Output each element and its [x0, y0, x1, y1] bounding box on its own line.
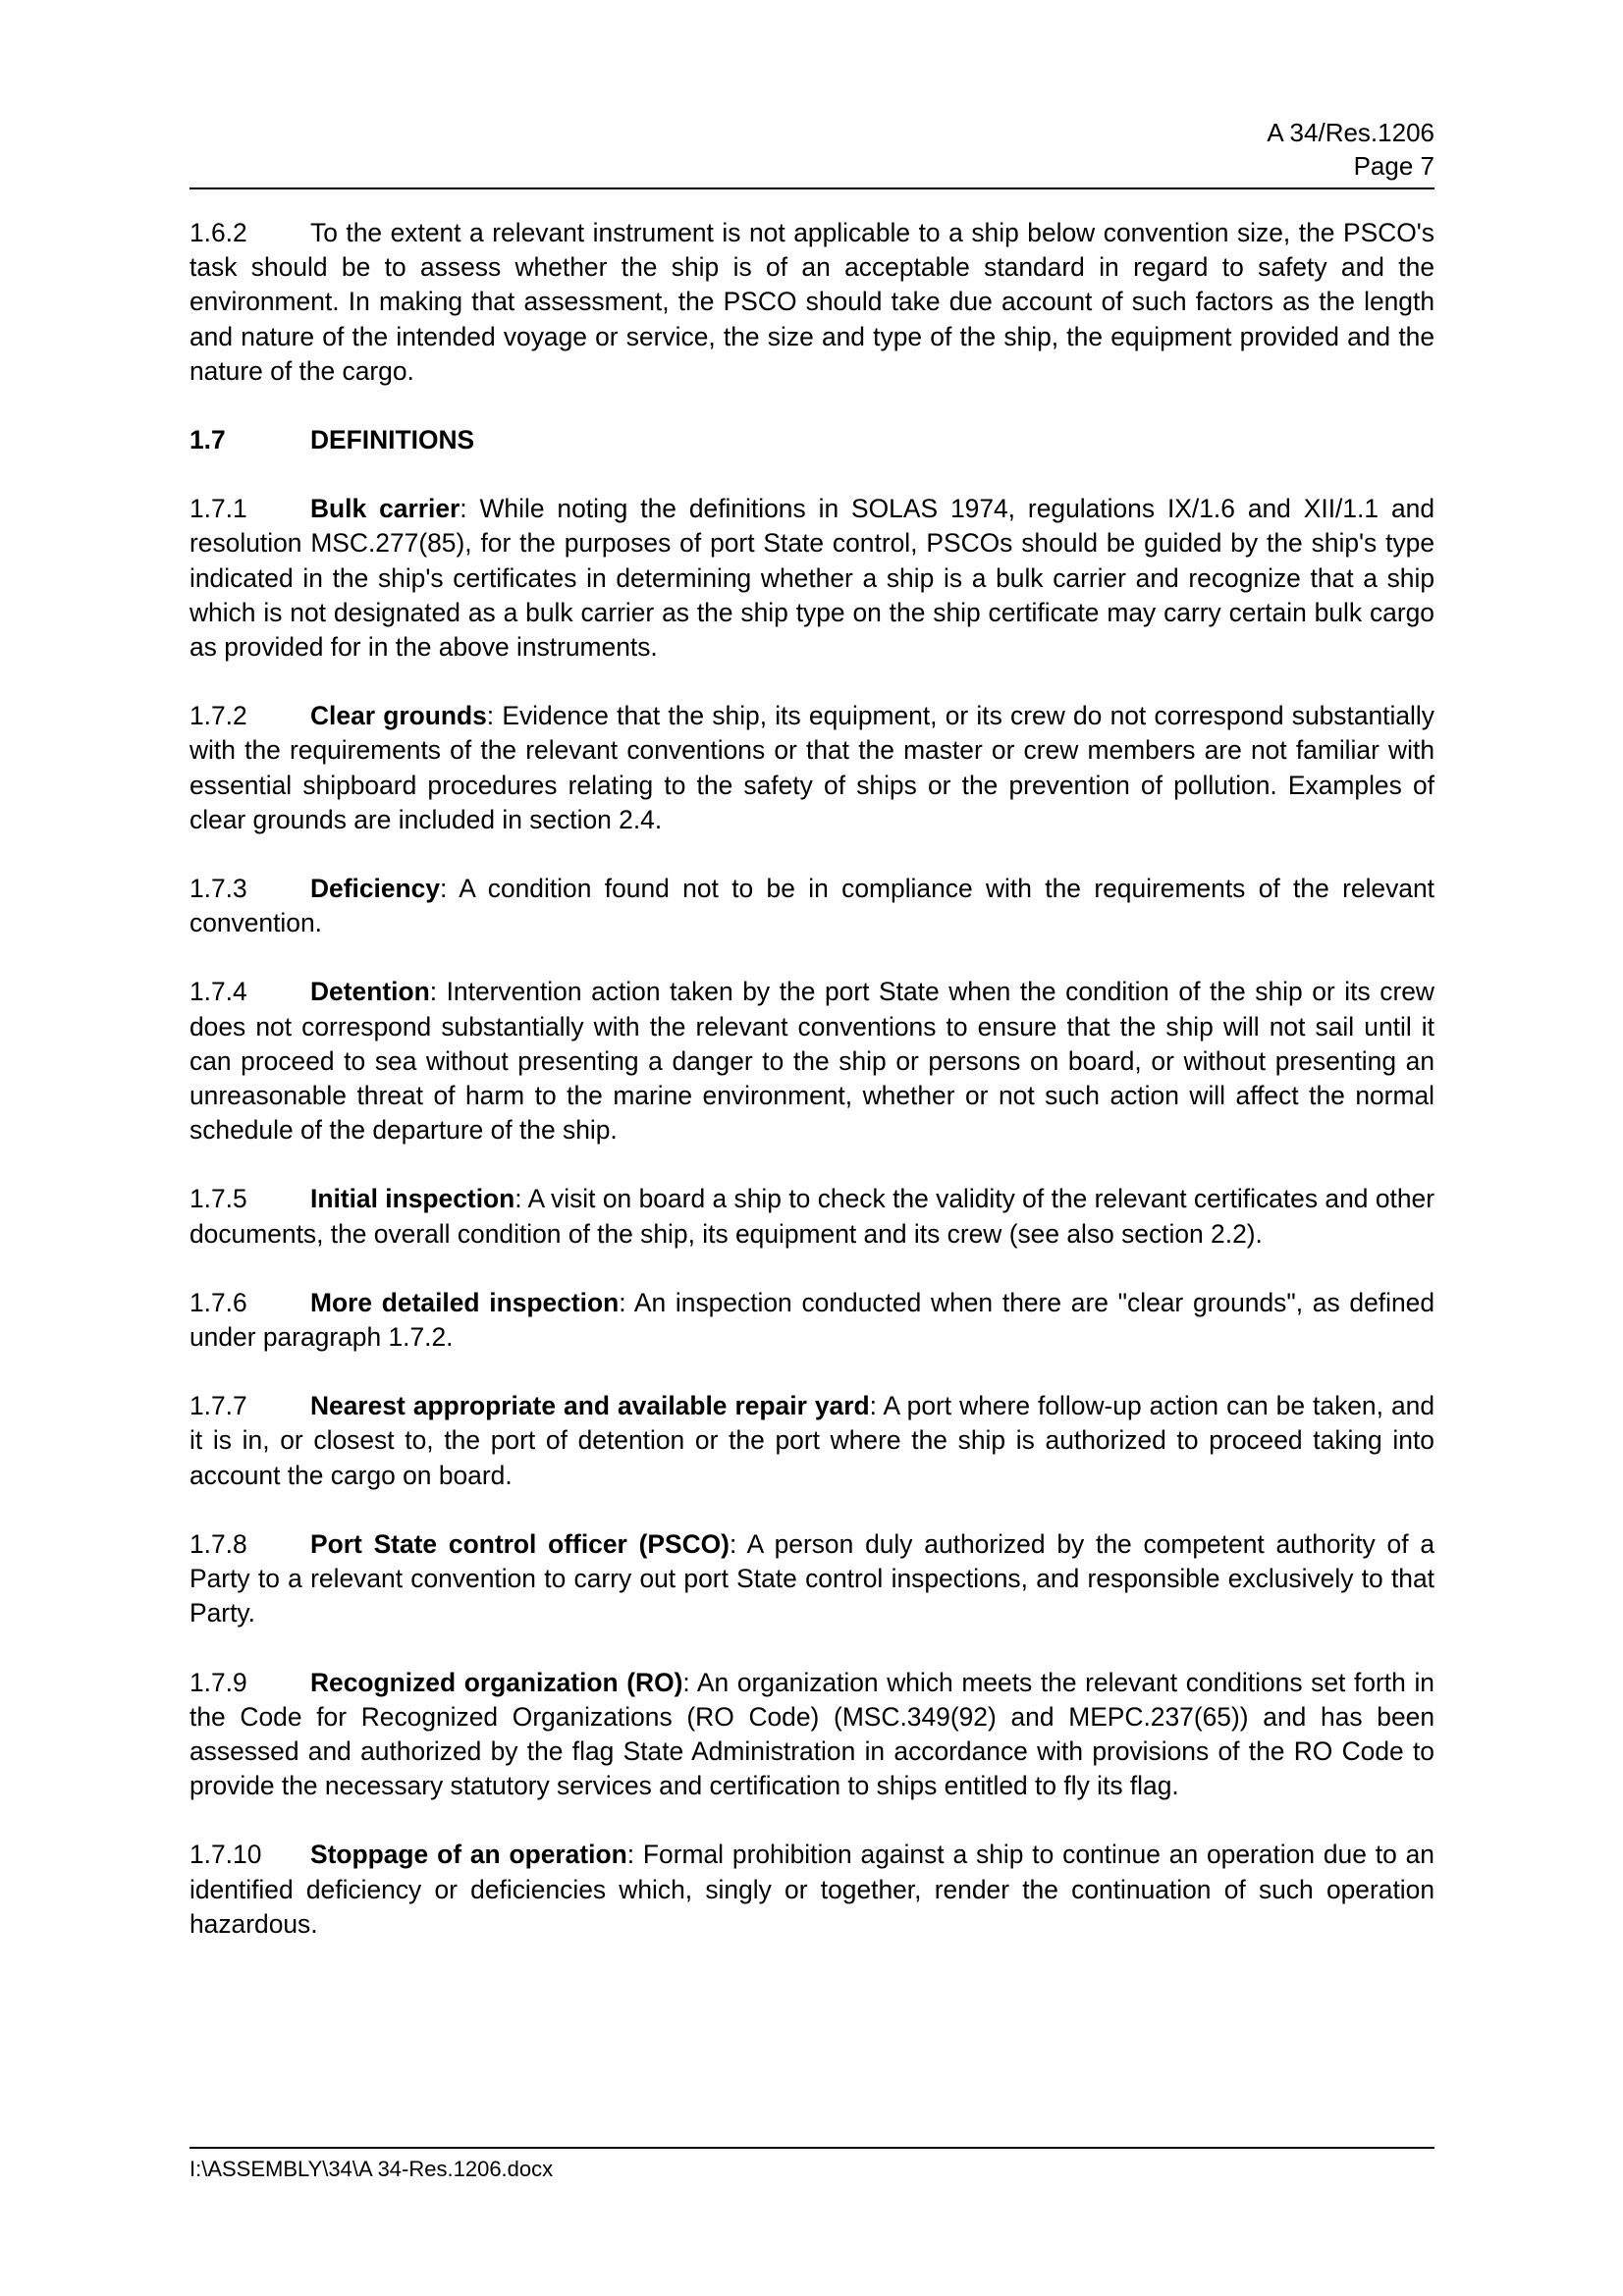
- paragraph-number: 1.7.3: [189, 874, 247, 904]
- paragraph-number: 1.7.1: [189, 494, 247, 524]
- definition-text: : Evidence that the ship, its equipment, or its crew do not correspond substantially with the requirements of the relevant conventions or that the master or crew members are not familiar with essential shipboard procedures relating to the safety of ships or the prevention of pollution. Examples of clear grounds are included in section 2.4.: [189, 701, 1434, 834]
- paragraph-number: 1.7.10: [189, 1840, 262, 1870]
- paragraph-number: 1.7.6: [189, 1287, 247, 1317]
- paragraph-number: 1.7.5: [189, 1184, 247, 1214]
- definition-text: : A visit on board a ship to check the validity of the relevant certificates and other documents, the overall condition of the ship, its equipment and its crew (see also section 2.2).: [189, 1184, 1434, 1249]
- paragraph-number: 1.7.4: [189, 977, 247, 1007]
- file-path: I:\ASSEMBLY\34\A 34-Res.1206.docx: [189, 2157, 554, 2181]
- page-footer: [189, 2156, 553, 2183]
- definition-text: : An inspection conducted when there are "clear grounds", as defined under paragraph 1.7.2.: [189, 1287, 1434, 1353]
- page-number: Page 7: [1353, 151, 1434, 181]
- definition-term: Nearest appropriate and available repair yard: [310, 1391, 870, 1421]
- definition-text: : Intervention action taken by the port State when the condition of the ship or its crew does not correspond substantially with the relevant conventions to ensure that the ship will not sail until it can proceed to sea without presenting a danger to the ship or persons on board, or without presenting an unreasonable threat of harm to the marine environment, whether or not such action will affect the normal schedule of the departure of the ship.: [189, 977, 1434, 1146]
- definition-text: : A port where follow-up action can be taken, and it is in, or closest to, the port of detention or the port where the ship is authorized to proceed taking into account the cargo on board.: [189, 1391, 1434, 1490]
- definition-psco: [189, 1527, 1434, 1631]
- definition-term: Bulk carrier: [310, 494, 460, 524]
- definition-deficiency: [189, 872, 1434, 940]
- definition-stoppage-of-operation: [189, 1838, 1434, 1942]
- footer-divider: [189, 2147, 1434, 2149]
- definition-term: Port State control officer (PSCO): [310, 1528, 730, 1559]
- definition-initial-inspection: [189, 1182, 1434, 1251]
- definition-clear-grounds: [189, 699, 1434, 837]
- definition-term: Deficiency: [310, 874, 441, 904]
- section-number: 1.7: [189, 425, 226, 455]
- paragraph-number: 1.7.2: [189, 701, 247, 731]
- paragraph-number: 1.7.9: [189, 1667, 247, 1697]
- page-body: [189, 216, 1434, 1976]
- definition-nearest-repair-yard: [189, 1389, 1434, 1493]
- definition-text: : An organization which meets the relevant conditions set forth in the Code for Recognized Organizations (RO Code) (MSC.349(92) and MEPC.237(65)) and has been assessed and authorized by the flag State Administration in accordance with provisions of the RO Code to provide the necessary statutory services and certification to ships entitled to fly its flag.: [189, 1667, 1434, 1801]
- definition-text: : A person duly authorized by the competent authority of a Party to a relevant convention to carry out port State control inspections, and responsible exclusively to that Party.: [189, 1528, 1435, 1629]
- definition-bulk-carrier: [189, 492, 1434, 665]
- document-page: [189, 0, 1434, 2296]
- definition-text: : While noting the definitions in SOLAS 1974, regulations IX/1.6 and XII/1.1 and resolution MSC.277(85), for the purposes of port State control, PSCOs should be guided by the ship's type indicated in the ship's certificates in determining whether a ship is a bulk carrier and recognize that a ship which is not designated as a bulk carrier as the ship type on the ship certificate may carry certain bulk cargo as provided for in the above instruments.: [189, 494, 1434, 663]
- document-symbol: A 34/Res.1206: [1267, 118, 1434, 147]
- definition-recognized-organization: [189, 1666, 1434, 1804]
- definition-more-detailed-inspection: [189, 1286, 1434, 1355]
- definition-term: Recognized organization (RO): [310, 1667, 683, 1697]
- definition-term: Initial inspection: [310, 1184, 515, 1214]
- paragraph-number: 1.7.8: [189, 1528, 247, 1559]
- paragraph-number: 1.6.2: [189, 218, 247, 247]
- definition-text: : Formal prohibition against a ship to continue an operation due to an identified deficiency or deficiencies which, singly or together, render the continuation of such operation hazardous.: [189, 1840, 1434, 1939]
- definition-term: Stoppage of an operation: [310, 1840, 627, 1870]
- definition-term: More detailed inspection: [310, 1287, 620, 1317]
- definition-text: : A condition found not to be in compliance with the requirements of the relevant convention.: [189, 874, 1434, 938]
- section-title: DEFINITIONS: [310, 425, 475, 455]
- paragraph-number: 1.7.7: [189, 1391, 247, 1421]
- definition-term: Clear grounds: [310, 701, 487, 731]
- paragraph-text: To the extent a relevant instrument is not applicable to a ship below convention size, the PSCO's task should be to assess whether the ship is of an acceptable standard in regard to safety and the environment. In making that assessment, the PSCO should take due account of such factors as the length and nature of the intended voyage or service, the size and type of the ship, the equipment provided and the nature of the cargo.: [189, 218, 1434, 386]
- paragraph-1-6-2: [189, 216, 1434, 389]
- definition-detention: [189, 975, 1434, 1148]
- page-header: [189, 116, 1434, 183]
- definition-term: Detention: [310, 977, 430, 1007]
- header-divider: [189, 187, 1434, 189]
- section-heading-definitions: [189, 423, 1434, 457]
